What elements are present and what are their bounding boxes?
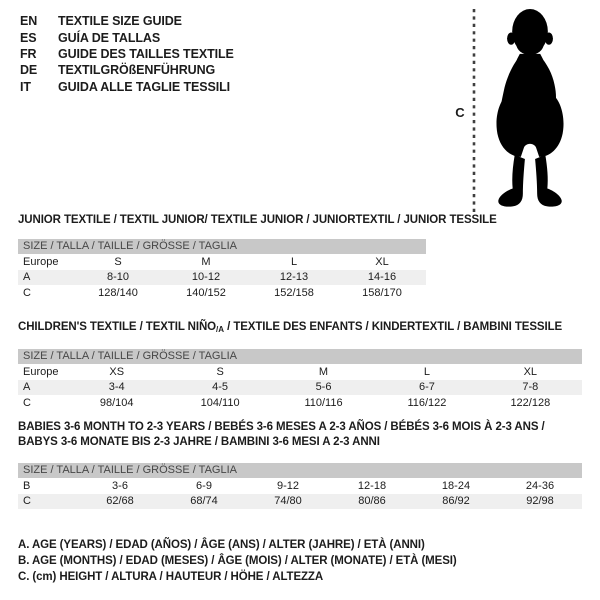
row-label: B [23, 479, 31, 492]
table-row-age-months [18, 478, 582, 494]
language-code: IT [20, 79, 31, 94]
guide-title: GUIDE DES TAILLES TEXTILE [58, 46, 234, 61]
table-row-age [18, 380, 582, 396]
language-code: EN [20, 14, 38, 29]
age-cell: 6-7 [418, 381, 435, 394]
table-row-europe [18, 364, 582, 380]
height-cell: 86/92 [442, 495, 470, 508]
age-cell: 3-6 [112, 479, 128, 492]
size-header-bar: SIZE / TALLA / TAILLE / GRÖSSE / TAGLIA [18, 239, 426, 254]
language-row-en [20, 13, 234, 29]
age-cell: 18-24 [441, 479, 471, 492]
age-cell: 8-10 [106, 271, 130, 284]
language-row-de [20, 62, 234, 78]
guide-title: GUIDA ALLE TAGLIE TESSILI [58, 79, 231, 94]
table-row-height [18, 395, 582, 411]
size-cell: L [423, 365, 430, 378]
height-cell: 140/152 [186, 286, 226, 299]
size-header-bar: SIZE / TALLA / TAILLE / GRÖSSE / TAGLIA [18, 463, 582, 478]
size-cell: M [201, 255, 211, 268]
row-label: Europe [23, 255, 59, 268]
height-cell: 110/116 [304, 396, 343, 409]
age-cell: 6-9 [196, 479, 212, 492]
size-cell: L [290, 255, 298, 268]
table-row-height [18, 285, 426, 301]
age-cell: 10-12 [191, 271, 221, 284]
table-row-europe [18, 254, 426, 270]
junior-textile-table [18, 213, 497, 301]
language-title-list [20, 13, 234, 95]
row-label: A [23, 381, 31, 394]
table-row-height [18, 494, 582, 510]
age-cell: 24-36 [525, 479, 555, 492]
height-cell: 62/68 [106, 495, 134, 508]
height-dashed-line [471, 8, 477, 213]
height-cell: 104/110 [200, 396, 240, 409]
note-height-cm: C. (cm) HEIGHT / ALTURA / HAUTEUR / HÖHE / ALTEZZA [18, 571, 324, 583]
language-row-fr [20, 46, 234, 62]
size-cell: M [318, 365, 329, 378]
size-cell: XL [375, 255, 389, 268]
table-title-line1: BABIES 3-6 MONTH TO 2-3 YEARS / BEBÉS 3-6 MESES A 2-3 AÑOS / BÉBÉS 3-6 MOIS À 2-3 ANS / [18, 421, 545, 433]
baby-silhouette-icon [485, 7, 574, 213]
row-label: C [23, 286, 31, 299]
age-cell: 12-13 [279, 271, 309, 284]
height-cell: 158/170 [362, 286, 402, 299]
table-title: CHILDREN'S TEXTILE / TEXTIL NIÑO/A / TEXTILE DES ENFANTS / KINDERTEXTIL / BAMBINI TESSILE [18, 321, 563, 334]
height-marker-label: C [455, 105, 465, 120]
age-cell: 3-4 [108, 381, 125, 394]
height-cell: 80/86 [358, 495, 386, 508]
row-label: Europe [23, 365, 59, 378]
size-header-bar: SIZE / TALLA / TAILLE / GRÖSSE / TAGLIA [18, 349, 582, 364]
row-label: C [23, 396, 31, 409]
childrens-textile-table [18, 320, 582, 411]
height-cell: 98/104 [99, 396, 134, 409]
height-cell: 122/128 [510, 396, 551, 409]
guide-title: TEXTILGRÖßENFÜHRUNG [58, 63, 216, 78]
size-cell: XS [109, 365, 125, 378]
height-cell: 152/158 [274, 286, 314, 299]
language-code: DE [20, 63, 38, 78]
age-cell: 14-16 [367, 271, 397, 284]
age-cell: 9-12 [276, 479, 300, 492]
language-row-it [20, 79, 234, 95]
table-title-line2: BABYS 3-6 MONATE BIS 2-3 JAHRE / BAMBINI 3-6 MESI A 2-3 ANNI [18, 436, 380, 448]
age-cell: 12-18 [357, 479, 387, 492]
language-code: FR [20, 46, 37, 61]
age-cell: 4-5 [212, 381, 229, 394]
note-age-months: B. AGE (MONTHS) / EDAD (MESES) / ÂGE (MOIS) / ALTER (MONATE) / ETÀ (MESI) [18, 555, 457, 567]
height-cell: 92/98 [526, 495, 554, 508]
height-cell: 128/140 [98, 286, 138, 299]
guide-title: TEXTILE SIZE GUIDE [58, 14, 182, 29]
size-cell: S [114, 255, 122, 268]
height-cell: 116/122 [407, 396, 447, 409]
size-cell: XL [523, 365, 538, 378]
height-cell: 68/74 [190, 495, 218, 508]
height-cell: 74/80 [274, 495, 302, 508]
table-title: JUNIOR TEXTILE / TEXTIL JUNIOR/ TEXTILE JUNIOR / JUNIORTEXTIL / JUNIOR TESSILE [18, 214, 497, 226]
language-row-es [20, 29, 234, 45]
row-label: A [23, 271, 31, 284]
size-cell: S [216, 365, 224, 378]
note-age-years: A. AGE (YEARS) / EDAD (AÑOS) / ÂGE (ANS) / ALTER (JAHRE) / ETÀ (ANNI) [18, 539, 425, 551]
table-row-age [18, 270, 426, 286]
language-code: ES [20, 30, 37, 45]
guide-title: GUÍA DE TALLAS [58, 30, 161, 45]
age-cell: 7-8 [522, 381, 539, 394]
babies-textile-table [18, 420, 582, 509]
legend-notes [18, 537, 457, 585]
row-label: C [23, 495, 31, 508]
age-cell: 5-6 [315, 381, 332, 394]
